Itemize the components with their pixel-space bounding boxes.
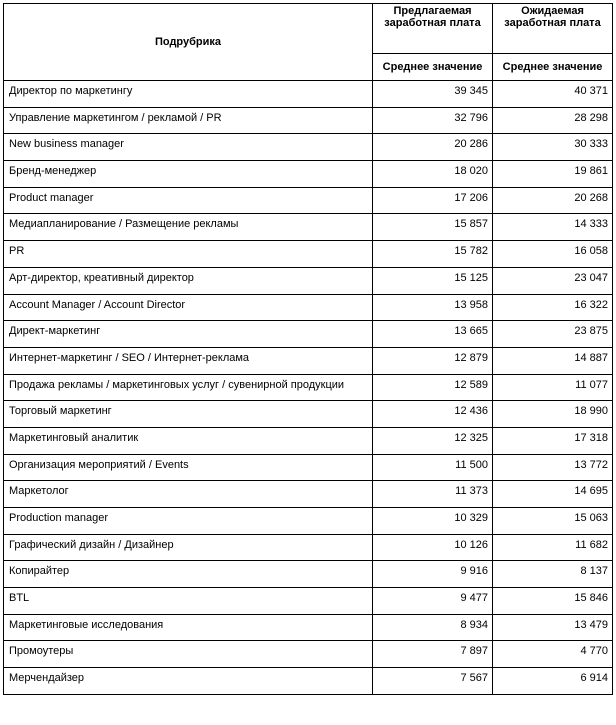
row-expected-value: 14 695 [493, 481, 613, 508]
row-expected-value: 23 047 [493, 267, 613, 294]
row-offered-value: 39 345 [373, 81, 493, 108]
table-row [4, 161, 613, 188]
row-name: Production manager [4, 508, 373, 535]
row-expected-value: 16 322 [493, 294, 613, 321]
table-row [4, 214, 613, 241]
row-offered-value: 7 897 [373, 641, 493, 668]
row-offered-value: 15 782 [373, 241, 493, 268]
row-name: Торговый маркетинг [4, 401, 373, 428]
row-name: Промоутеры [4, 641, 373, 668]
row-name: Медиапланирование / Размещение рекламы [4, 214, 373, 241]
row-name: Арт-директор, креативный директор [4, 267, 373, 294]
table-row [4, 241, 613, 268]
row-offered-value: 12 325 [373, 427, 493, 454]
table-row [4, 134, 613, 161]
row-offered-value: 11 500 [373, 454, 493, 481]
table-row [4, 481, 613, 508]
row-offered-value: 12 436 [373, 401, 493, 428]
row-expected-value: 14 887 [493, 347, 613, 374]
header-offered-average: Среднее значение [373, 54, 493, 81]
row-offered-value: 32 796 [373, 107, 493, 134]
header-expected-average: Среднее значение [493, 54, 613, 81]
row-offered-value: 18 020 [373, 161, 493, 188]
row-offered-value: 8 934 [373, 614, 493, 641]
row-name: Интернет-маркетинг / SEO / Интернет-реклама [4, 347, 373, 374]
table-row [4, 641, 613, 668]
salary-table [3, 3, 613, 695]
row-expected-value: 14 333 [493, 214, 613, 241]
row-expected-value: 8 137 [493, 561, 613, 588]
table-row [4, 427, 613, 454]
header-expected-salary: Ожидаемая заработная плата [493, 4, 613, 54]
table-row [4, 588, 613, 615]
row-offered-value: 13 665 [373, 321, 493, 348]
table-row [4, 81, 613, 108]
row-offered-value: 15 125 [373, 267, 493, 294]
row-offered-value: 17 206 [373, 187, 493, 214]
row-offered-value: 10 329 [373, 508, 493, 535]
row-expected-value: 13 772 [493, 454, 613, 481]
row-expected-value: 18 990 [493, 401, 613, 428]
table-row [4, 614, 613, 641]
row-expected-value: 28 298 [493, 107, 613, 134]
header-offered-salary: Предлагаемая заработная плата [373, 4, 493, 54]
row-name: Продажа рекламы / маркетинговых услуг / сувенирной продукции [4, 374, 373, 401]
row-name: BTL [4, 588, 373, 615]
row-expected-value: 30 333 [493, 134, 613, 161]
row-expected-value: 11 077 [493, 374, 613, 401]
table-row [4, 347, 613, 374]
row-offered-value: 10 126 [373, 534, 493, 561]
row-expected-value: 17 318 [493, 427, 613, 454]
row-offered-value: 11 373 [373, 481, 493, 508]
row-name: PR [4, 241, 373, 268]
row-name: Директ-маркетинг [4, 321, 373, 348]
table-row [4, 267, 613, 294]
table-row [4, 454, 613, 481]
table-row [4, 107, 613, 134]
table-row [4, 374, 613, 401]
row-name: Маркетинговые исследования [4, 614, 373, 641]
table-row [4, 401, 613, 428]
row-expected-value: 13 479 [493, 614, 613, 641]
row-name: Управление маркетингом / рекламой / PR [4, 107, 373, 134]
row-expected-value: 4 770 [493, 641, 613, 668]
row-name: Маркетолог [4, 481, 373, 508]
row-name: Организация мероприятий / Events [4, 454, 373, 481]
row-expected-value: 16 058 [493, 241, 613, 268]
row-expected-value: 40 371 [493, 81, 613, 108]
row-expected-value: 20 268 [493, 187, 613, 214]
table-row [4, 321, 613, 348]
row-expected-value: 19 861 [493, 161, 613, 188]
row-offered-value: 7 567 [373, 668, 493, 695]
row-expected-value: 23 875 [493, 321, 613, 348]
row-offered-value: 13 958 [373, 294, 493, 321]
row-name: Product manager [4, 187, 373, 214]
row-name: New business manager [4, 134, 373, 161]
row-offered-value: 12 589 [373, 374, 493, 401]
row-expected-value: 15 063 [493, 508, 613, 535]
row-name: Account Manager / Account Director [4, 294, 373, 321]
row-name: Маркетинговый аналитик [4, 427, 373, 454]
row-name: Директор по маркетингу [4, 81, 373, 108]
row-expected-value: 15 846 [493, 588, 613, 615]
row-name: Копирайтер [4, 561, 373, 588]
row-name: Мерчендайзер [4, 668, 373, 695]
row-expected-value: 6 914 [493, 668, 613, 695]
table-row [4, 561, 613, 588]
table-row [4, 534, 613, 561]
table-body [4, 81, 613, 695]
table-row [4, 187, 613, 214]
row-name: Графический дизайн / Дизайнер [4, 534, 373, 561]
header-subrubric: Подрубрика [4, 4, 373, 81]
table-row [4, 294, 613, 321]
row-expected-value: 11 682 [493, 534, 613, 561]
row-name: Бренд-менеджер [4, 161, 373, 188]
row-offered-value: 20 286 [373, 134, 493, 161]
table-row [4, 668, 613, 695]
row-offered-value: 9 916 [373, 561, 493, 588]
row-offered-value: 12 879 [373, 347, 493, 374]
row-offered-value: 15 857 [373, 214, 493, 241]
table-row [4, 508, 613, 535]
row-offered-value: 9 477 [373, 588, 493, 615]
